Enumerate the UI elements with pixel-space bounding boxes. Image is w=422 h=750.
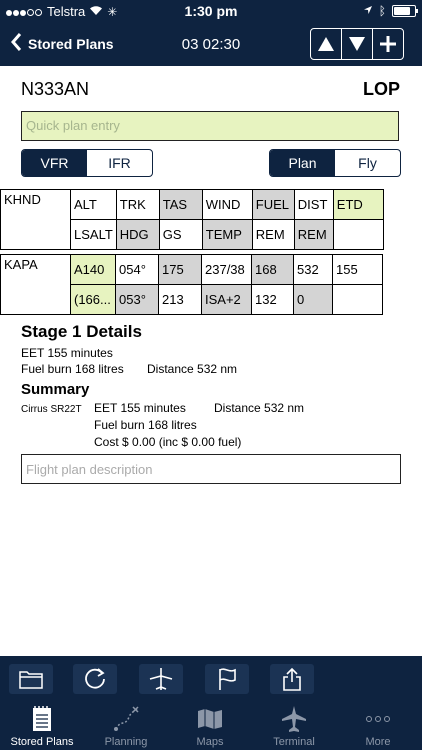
- departure-airport-cell[interactable]: KHND: [1, 190, 71, 250]
- leg-lsalt-cell[interactable]: (166...: [71, 285, 116, 315]
- status-time: 1:30 pm: [184, 3, 238, 19]
- refresh-icon: [82, 666, 108, 692]
- ifr-segment[interactable]: IFR: [108, 155, 131, 171]
- chevron-left-icon: [10, 32, 22, 55]
- nav-title: 03 02:30: [181, 36, 241, 53]
- tab-label: Stored Plans: [10, 736, 74, 748]
- airplane-icon: [281, 704, 307, 734]
- departure-header-grid: [0, 189, 384, 250]
- aircraft-button[interactable]: [139, 664, 183, 694]
- map-icon: [196, 704, 224, 734]
- leg-distance-cell: 532: [294, 255, 333, 285]
- status-right: [363, 3, 416, 18]
- add-button[interactable]: [373, 29, 403, 59]
- leg-temp-cell[interactable]: ISA+2: [202, 285, 252, 315]
- tab-bar: [0, 700, 422, 750]
- gs-header: GS: [159, 220, 202, 250]
- alt-header: ALT: [71, 190, 117, 220]
- leg-track-cell: 054°: [116, 255, 159, 285]
- tab-planning[interactable]: [84, 700, 168, 750]
- fly-segment[interactable]: Fly: [358, 155, 377, 171]
- move-up-button[interactable]: [311, 29, 342, 59]
- status-bar: [0, 0, 422, 22]
- flag-icon: [215, 666, 239, 692]
- back-button-label: Stored Plans: [28, 35, 114, 52]
- leg-eet-cell: 155: [333, 255, 383, 285]
- rem-header: REM: [252, 220, 294, 250]
- battery-icon: [392, 5, 416, 17]
- airplane-icon: [148, 666, 174, 692]
- rem-dist-header: REM: [294, 220, 333, 250]
- tab-stored-plans[interactable]: [0, 700, 84, 750]
- tas-header: TAS: [159, 190, 202, 220]
- power-mode-label[interactable]: LOP: [362, 79, 400, 99]
- empty-header-cell: [333, 220, 383, 250]
- lsalt-header: LSALT: [71, 220, 117, 250]
- more-dots-icon: [365, 704, 391, 734]
- navigation-bar: [0, 22, 422, 66]
- temp-header: TEMP: [202, 220, 252, 250]
- share-icon: [280, 666, 304, 692]
- move-down-button[interactable]: [342, 29, 373, 59]
- flight-plan-description-input[interactable]: Flight plan description: [21, 454, 401, 484]
- hdg-header: HDG: [116, 220, 159, 250]
- plan-segment[interactable]: Plan: [270, 150, 335, 176]
- summary-fuel-burn: Fuel burn 168 litres: [94, 418, 197, 432]
- aircraft-type: Cirrus SR22T: [21, 404, 82, 415]
- leg-fuel-cell: 168: [252, 255, 294, 285]
- reverse-plan-button[interactable]: [73, 664, 117, 694]
- notepad-icon: [31, 704, 53, 734]
- stage-fuel-burn: Fuel burn 168 litres: [21, 362, 124, 376]
- summary-cost: Cost $ 0.00 (inc $ 0.00 fuel): [94, 435, 242, 449]
- dist-header: DIST: [294, 190, 333, 220]
- summary-heading: Summary: [21, 381, 90, 398]
- leg-grid: [0, 254, 383, 315]
- tab-label: More: [365, 736, 391, 748]
- leg-distance-remaining-cell: 0: [294, 285, 333, 315]
- stage-eet: EET 155 minutes: [21, 346, 113, 360]
- tab-terminal[interactable]: [252, 700, 336, 750]
- tab-maps[interactable]: [168, 700, 252, 750]
- carrier-name: Telstra: [47, 4, 86, 19]
- tab-label: Terminal: [273, 736, 315, 748]
- destination-airport-cell[interactable]: KAPA: [1, 255, 71, 315]
- leg-wind-cell[interactable]: 237/38: [202, 255, 252, 285]
- trk-header: TRK: [116, 190, 159, 220]
- tab-label: Planning: [104, 736, 148, 748]
- leg-fuel-remaining-cell: 132: [252, 285, 294, 315]
- stage-details-heading: Stage 1 Details: [21, 322, 142, 341]
- leg-empty-cell: [333, 285, 383, 315]
- aircraft-registration[interactable]: N333AN: [21, 79, 90, 99]
- leg-heading-cell: 053°: [116, 285, 159, 315]
- route-icon: [111, 704, 141, 734]
- wind-header: WIND: [202, 190, 252, 220]
- leg-tas-cell[interactable]: 175: [159, 255, 202, 285]
- summary-distance: Distance 532 nm: [214, 401, 305, 415]
- stage-distance: Distance 532 nm: [147, 362, 238, 376]
- action-toolbar: [0, 656, 422, 700]
- leg-altitude-cell[interactable]: A140: [71, 255, 116, 285]
- triangle-down-icon: [348, 36, 366, 52]
- tab-label: Maps: [196, 736, 224, 748]
- fuel-header: FUEL: [252, 190, 294, 220]
- activity-spinner-icon: ✳: [107, 4, 118, 19]
- open-folder-button[interactable]: [9, 664, 53, 694]
- triangle-up-icon: [317, 36, 335, 52]
- folder-icon: [18, 668, 44, 690]
- etd-header[interactable]: ETD: [333, 190, 383, 220]
- bluetooth-icon: ᛒ: [378, 3, 386, 18]
- share-button[interactable]: [270, 664, 314, 694]
- quick-plan-entry-input[interactable]: Quick plan entry: [21, 111, 399, 141]
- summary-eet: EET 155 minutes: [94, 401, 186, 415]
- tab-more[interactable]: [336, 700, 420, 750]
- waypoint-flag-button[interactable]: [205, 664, 249, 694]
- flight-rules-segmented-control: [21, 149, 153, 177]
- vfr-segment[interactable]: VFR: [22, 150, 87, 176]
- nav-button-group: [310, 28, 404, 60]
- back-button[interactable]: [10, 32, 114, 55]
- leg-groundspeed-cell: 213: [159, 285, 202, 315]
- location-arrow-icon: [363, 3, 373, 18]
- view-mode-segmented-control: [269, 149, 401, 177]
- plus-icon: [379, 35, 397, 53]
